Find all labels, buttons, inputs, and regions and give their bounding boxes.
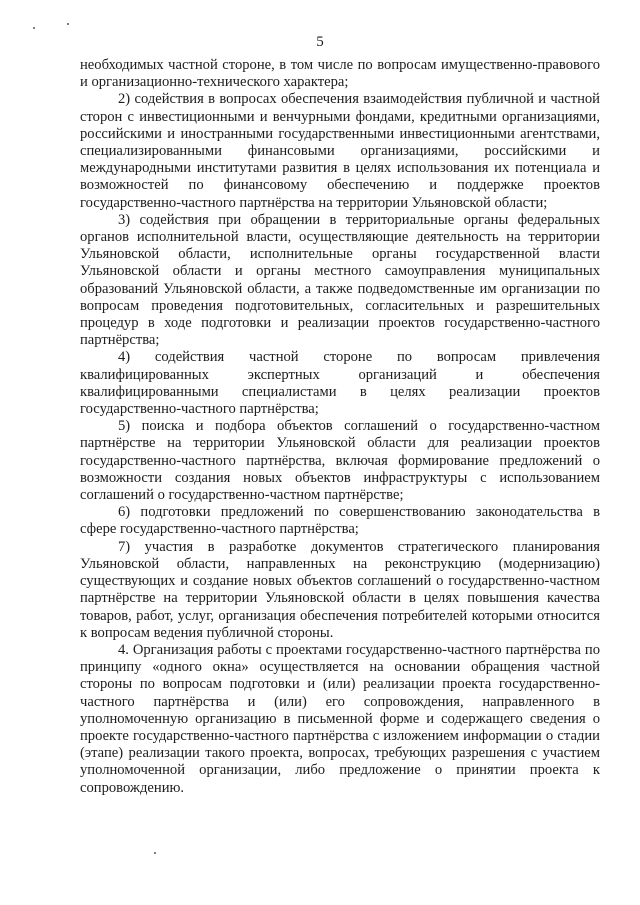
document-body [80, 57, 600, 797]
list-item-7: 7) участия в разработке документов стратегического планирования Ульяновской области, направленных на реконструкцию (модернизацию) существующих и создание новых объектов соглашений о государственно-частном партнёрстве на территории Ульяновской области в целях повышения качества товаров, работ, услуг, организация обеспечения потребителей которыми относится к вопросам ведения публичной стороны. [80, 538, 600, 641]
list-item-6: 6) подготовки предложений по совершенствованию законодательства в сфере государственно-частного партнёрства; [80, 504, 600, 538]
list-item-5: 5) поиска и подбора объектов соглашений о государственно-частном партнёрстве на территории Ульяновской области для реализации проектов государственно-частного партнёрства, включая формирование предложений о возможности создания новых объектов инфраструктуры с использованием соглашений о государственно-частном партнёрстве; [80, 418, 600, 504]
list-item-4: 4) содействия частной стороне по вопросам привлечения квалифицированных экспертных организаций и обеспечения квалифицированными специалистами в целях реализации проектов государственно-частного партнёрства; [80, 349, 600, 418]
page-number: 5 [316, 34, 324, 50]
scan-speck [67, 23, 69, 25]
scan-speck [33, 27, 35, 29]
section-4-paragraph: 4. Организация работы с проектами государственно-частного партнёрства по принципу «одного окна» осуществляется на основании обращения частной стороны по вопросам подготовки и (или) реализации проекта государственно-частного партнёрства и (или) его сопровождения, направленного в уполномоченную организацию в письменной форме и содержащего сведения о проекте государственно-частного партнёрства с изложением информации о стадии (этапе) реализации такого проекта, вопросах, требующих разрешения с участием уполномоченной организации, либо предложение о принятии проекта к сопровождению. [80, 641, 600, 796]
scan-speck [154, 852, 156, 854]
list-item-2: 2) содействия в вопросах обеспечения взаимодействия публичной и частной сторон с инвестиционными и венчурными фондами, кредитными организациями, российскими и иностранными государственными инвестиционными агентствами, специализированными финансовыми организациями, российскими и международными институтами развития в целях использования их потенциала и возможностей по финансовому обеспечению и поддержке проектов государственно-частного партнёрства на территории Ульяновской области; [80, 91, 600, 211]
paragraph-continuation: необходимых частной стороне, в том числе по вопросам имущественно-правового и организационно-технического характера; [80, 57, 600, 91]
list-item-3: 3) содействия при обращении в территориальные органы федеральных органов исполнительной власти, осуществляющие деятельность на территории Ульяновской области, исполнительные органы государственной власти Ульяновской области и органы местного самоуправления муниципальных образований Ульяновской области, а также подведомственные им организации по вопросам проведения подготовительных, согласительных и разрешительных процедур в ходе подготовки и реализации проектов государственно-частного партнёрства; [80, 211, 600, 349]
